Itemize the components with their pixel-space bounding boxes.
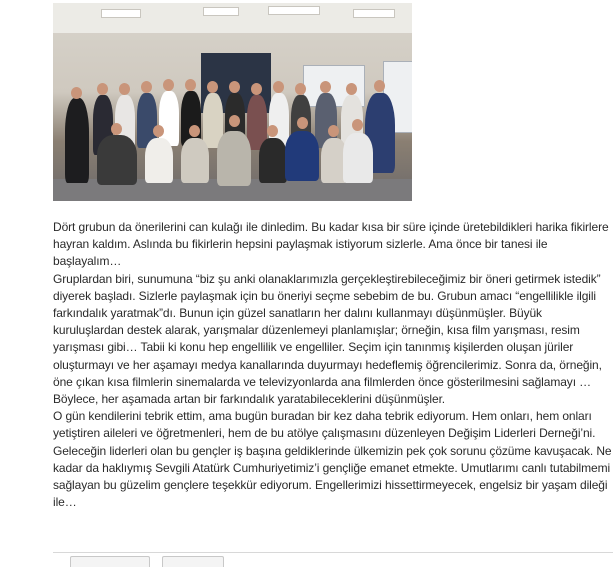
person-figure [65,98,89,183]
person-head [71,87,82,99]
ceiling-light [353,9,395,18]
person-figure [285,131,319,181]
person-head [229,115,240,127]
person-head [97,83,108,95]
person-head [346,83,357,95]
person-head [229,81,240,93]
person-head [185,79,196,91]
article-paragraph: Dört grubun da önerilerini can kulağı ile dinledim. Bu kadar kısa bir süre içinde üretebildikleri harika fikirlere hayran kaldım. Aslında bu fikirlerin hepsini paylaşmak istiyorum sizlerle. Ama önce bir tanesi ile başlayalım… [53,220,609,269]
person-figure [343,133,373,183]
group-photo [53,3,412,201]
ceiling-light [101,9,141,18]
person-head [207,81,218,93]
person-head [374,80,385,92]
person-figure [97,135,137,185]
share-button[interactable] [162,556,224,567]
divider [53,552,613,553]
person-head [295,83,306,95]
article-paragraph: Gruplardan biri, sunumuna “biz şu anki olanaklarımızla gerçekleştirebileceğimiz bir öneri getirmek istedik” diyerek başladı. Sizlerle paylaşmak için bu öneriyi seçme sebebim de bu. Grubun amacı “engellilikle ilgili farkındalık yaratmak”dı. Bunun için güzel sanatların her dalını kullanmayı düşünmüşler. Büyük kuruluşlardan destek alarak, yarışmalar düzenlemeyi planlamışlar; örneğin, kısa film yarışması, resim yarışması gibi… Tabii ki konu hep engellilik ve engelliler. Seçim için tanınmış kişilerden oluşan jüriler oluşturmayı ve her aşamayı medya kanallarında duyurmayı hedeflemiş öğrencilerimiz. Sonra da, örneğin, öne çıkan kısa filmlerin sinemalarda ve televizyonlarda ana filmlerden önce gösterilmesini sağlamayı …Böylece, her aşamada artan bir farkındalık yaratabileceklerini düşünmüşler. [53,271,602,407]
person-head [111,123,122,135]
ceiling-light [268,6,320,15]
person-head [141,81,152,93]
share-button[interactable] [70,556,150,567]
person-head [320,81,331,93]
person-head [119,83,130,95]
article-paragraph: O gün kendilerini tebrik ettim, ama bugün buradan bir kez daha tebrik ediyorum. Hem onları, hem onları yetiştiren aileleri ve öğretmenleri, hem de bu atölye çalışmasını düzenleyen Değişim Liderleri Derneği’ni. Geleceğin liderleri olan bu gençler iş başına geldiklerinde ülkemizin pek çok sorunu çözüme kavuşacak. Ne kadar da haklıymış Sevgili Atatürk Cumhuriyetimiz’i gençliğe emanet etmekte. Umutlarımı canlı tutabilmemi sağlayan bu güzelim gençlere teşekkür ediyorum. Engellerimizi hissettirmeyecek, engelsiz bir yaşam dileği ile… [53,409,612,510]
person-head [352,119,363,131]
person-head [297,117,308,129]
person-head [273,81,284,93]
person-head [153,125,164,137]
person-figure [181,138,209,183]
person-head [251,83,262,95]
article-body [53,219,613,511]
person-head [328,125,339,137]
person-head [163,79,174,91]
ceiling-light [203,7,239,16]
person-head [189,125,200,137]
person-figure [145,138,173,183]
person-figure [259,138,287,183]
person-head [267,125,278,137]
person-figure [217,131,251,186]
